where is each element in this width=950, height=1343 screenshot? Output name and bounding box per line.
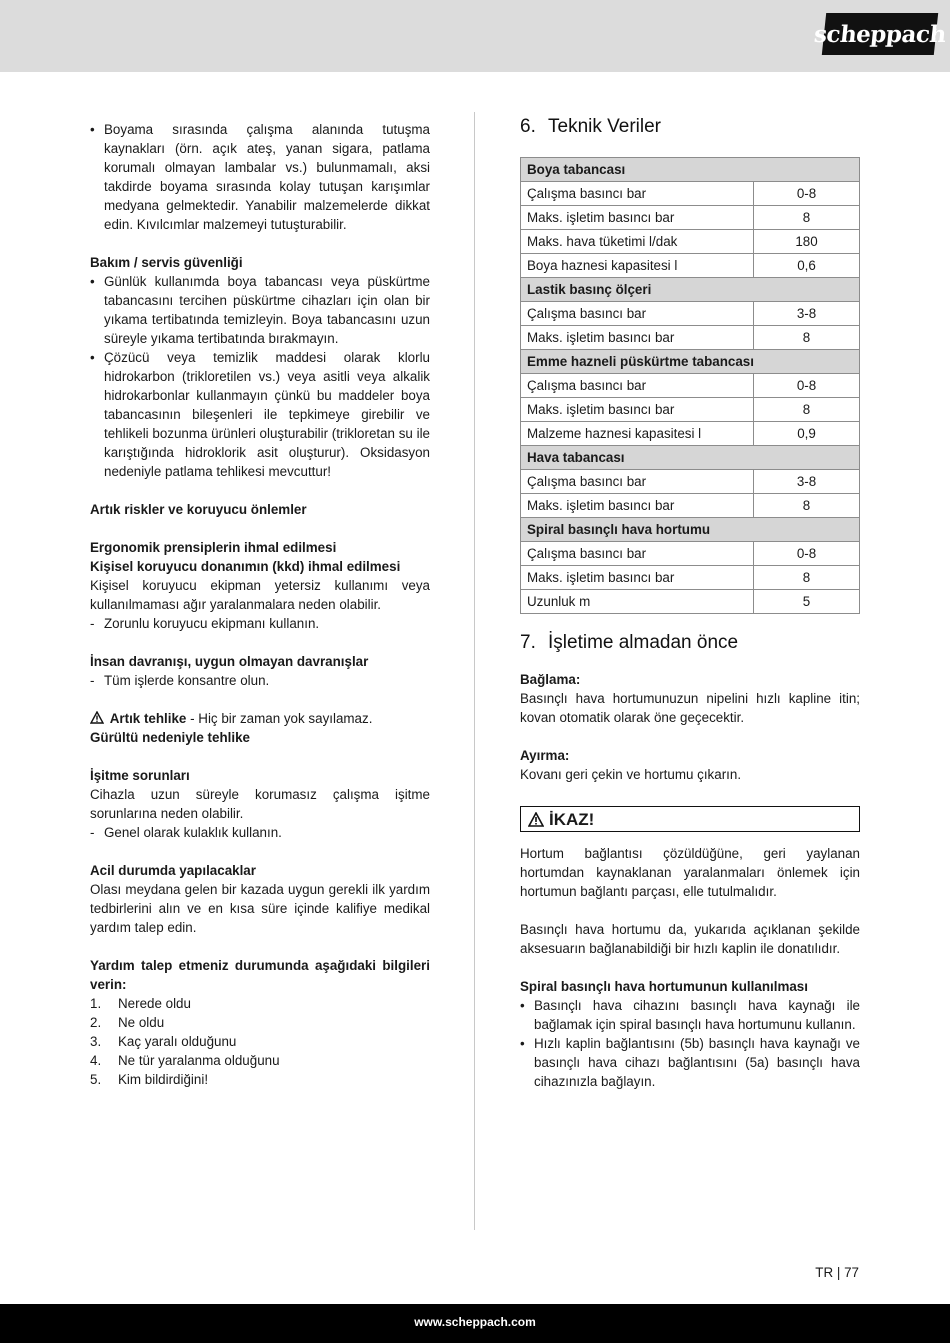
spec-label: Malzeme haznesi kapasitesi l [521, 422, 754, 446]
page-header [0, 0, 950, 72]
hearing-instruction: - Genel olarak kulaklık kullanın. [90, 825, 282, 840]
spec-value: 8 [754, 494, 860, 518]
emergency-text: Olası meydana gelen bir kazada uygun gerekli ilk yardım tedbirlerini alın ve en kısa süre içinde kalifiye medikal yardım talep edin. [90, 882, 430, 935]
care-bullet-1: • Günlük kullanımda boya tabancası veya püskürtme tabancasını tercihen püskürtme cihazları için olan bir yıkama tertibatında temizleyin. Boya tabancasını uzun süreyle yıkama tertibatında bırakmayın. [90, 272, 430, 348]
warning-triangle-icon [528, 812, 544, 827]
spiral-hose-heading: Spiral basınçlı hava hortumunun kullanılması [520, 979, 808, 994]
list-item: 4. Ne tür yaralanma olduğunu [90, 1053, 280, 1068]
spec-value: 8 [754, 398, 860, 422]
connect-text: Basınçlı hava hortumunuzun nipelini hızlı kapline itin; kovan otomatik olarak öne geçecektir. [520, 691, 860, 725]
spec-value: 3-8 [754, 470, 860, 494]
table-section-row [521, 518, 860, 542]
left-column [90, 120, 430, 1089]
spec-label: Çalışma basıncı bar [521, 470, 754, 494]
spec-label: Uzunluk m [521, 590, 754, 614]
help-list [90, 994, 430, 1089]
list-item: 3. Kaç yaralı olduğunu [90, 1034, 237, 1049]
spec-label: Boya haznesi kapasitesi l [521, 254, 754, 278]
spec-label: Çalışma basıncı bar [521, 542, 754, 566]
column-divider [474, 112, 475, 1230]
list-item: 5. Kim bildirdiğini! [90, 1072, 209, 1087]
spec-value: 0-8 [754, 374, 860, 398]
warning-box: İKAZ! [520, 806, 860, 832]
spec-value: 0,9 [754, 422, 860, 446]
spec-value: 180 [754, 230, 860, 254]
care-heading: Bakım / servis güvenliği [90, 255, 243, 270]
website-url: www.scheppach.com [414, 1315, 536, 1329]
table-row [521, 374, 860, 398]
spec-label: Maks. işletim basıncı bar [521, 326, 754, 350]
connect-heading: Bağlama: [520, 672, 581, 687]
emergency-heading: Acil durumda yapılacaklar [90, 863, 256, 878]
page-footer [0, 1304, 950, 1343]
spec-value: 8 [754, 566, 860, 590]
spec-label: Çalışma basıncı bar [521, 374, 754, 398]
table-row [521, 398, 860, 422]
tech-data-title: 6. Teknik Veriler [520, 116, 661, 137]
ppe-instruction: - Zorunlu koruyucu ekipmanı kullanın. [90, 616, 320, 631]
ppe-heading: Kişisel koruyucu donanımın (kkd) ihmal edilmesi [90, 559, 401, 574]
scheppach-logo: scheppach [822, 13, 938, 55]
ergonomics-heading: Ergonomik prensiplerin ihmal edilmesi [90, 540, 337, 555]
before-start-title: 7. İşletime almadan önce [520, 632, 739, 653]
warning-triangle-icon [90, 711, 104, 724]
hearing-text: Cihazla uzun süreyle korumasız çalışma işitme sorunlarına neden olabilir. [90, 787, 430, 821]
table-row [521, 494, 860, 518]
tech-data-table [520, 157, 860, 614]
spec-value: 3-8 [754, 302, 860, 326]
table-row [521, 326, 860, 350]
section-label: Lastik basınç ölçeri [521, 278, 860, 302]
warning-text: Hortum bağlantısı çözüldüğüne, geri yaylanan hortumdan kaynaklanan yaralanmaları önlemek için hortumun bağlantı parçası, elle tutulmalıdır. [520, 846, 860, 899]
section-label: Emme hazneli püskürtme tabancası [521, 350, 860, 374]
risks-heading: Artık riskler ve koruyucu önlemler [90, 502, 307, 517]
coupling-text: Basınçlı hava hortumu da, yukarıda açıklanan şekilde aksesuarın bağlanabildiği bir hızlı kaplin ile donatılıdır. [520, 922, 860, 956]
spec-value: 8 [754, 206, 860, 230]
help-heading: Yardım talep etmeniz durumunda aşağıdaki bilgileri verin: [90, 958, 430, 992]
spec-value: 5 [754, 590, 860, 614]
behaviour-heading: İnsan davranışı, uygun olmayan davranışlar [90, 654, 369, 669]
spec-label: Maks. işletim basıncı bar [521, 206, 754, 230]
table-row [521, 542, 860, 566]
table-row [521, 230, 860, 254]
spec-label: Çalışma basıncı bar [521, 182, 754, 206]
table-row [521, 206, 860, 230]
spec-value: 0,6 [754, 254, 860, 278]
residual-risk-line: Artık tehlike - Hiç bir zaman yok sayılamaz. [90, 709, 430, 728]
spec-label: Çalışma basıncı bar [521, 302, 754, 326]
spec-label: Maks. hava tüketimi l/dak [521, 230, 754, 254]
noise-heading: Gürültü nedeniyle tehlike [90, 730, 250, 745]
care-bullet-2: • Çözücü veya temizlik maddesi olarak klorlu hidrokarbon (trikloretilen vs.) veya asitli veya alkalik hidrokarbonlar kullanmayın çünkü bu maddeler boya tabancasının bileşenleri ile tepkimeye girebilir ve tehlikeli bozunma ürünleri oluşturabilir (trikloretan su ile karıştığında hidroklorik asit oluşturur). Oksidasyon nedeniyle patlama tehlikesi mevcuttur! [90, 348, 430, 481]
table-row [521, 302, 860, 326]
spec-label: Maks. işletim basıncı bar [521, 566, 754, 590]
spec-value: 0-8 [754, 542, 860, 566]
page-number: TR | 77 [815, 1265, 859, 1280]
table-row [521, 422, 860, 446]
detach-text: Kovanı geri çekin ve hortumu çıkarın. [520, 767, 742, 782]
section-label: Boya tabancası [521, 158, 860, 182]
section-label: Spiral basınçlı hava hortumu [521, 518, 860, 542]
spiral-bullet-1: • Basınçlı hava cihazını basınçlı hava kaynağı ile bağlamak için spiral basınçlı hava hortumunu kullanın. [520, 996, 860, 1034]
behaviour-instruction: - Tüm işlerde konsantre olun. [90, 673, 270, 688]
spec-value: 0-8 [754, 182, 860, 206]
hearing-heading: İşitme sorunları [90, 768, 190, 783]
spec-label: Maks. işletim basıncı bar [521, 398, 754, 422]
table-row [521, 470, 860, 494]
table-row [521, 182, 860, 206]
table-section-row [521, 158, 860, 182]
table-section-row [521, 278, 860, 302]
section-label: Hava tabancası [521, 446, 860, 470]
table-row [521, 590, 860, 614]
spec-label: Maks. işletim basıncı bar [521, 494, 754, 518]
spiral-bullet-2: • Hızlı kaplin bağlantısını (5b) basınçlı hava kaynağı ve basınçlı hava cihazı bağlantısını (5a) basınçlı hava cihazınızla bağlayın. [520, 1034, 860, 1091]
table-row [521, 254, 860, 278]
list-item: 2. Ne oldu [90, 1015, 165, 1030]
table-section-row [521, 446, 860, 470]
ignition-bullet: • Boyama sırasında çalışma alanında tutuşma kaynakları (örn. açık ateş, yanan sigara, patlama korumalı olmayan lambalar vs.) bulunmamalı, aksi takdirde boyama sırasında kolay tutuşan karışımlar medyana gelmektedir. Yanabilir malzemelerde dikkat edin. Kıvılcımlar malzemeyi tutuşturabilir. [90, 120, 430, 234]
spec-value: 8 [754, 326, 860, 350]
table-row [521, 566, 860, 590]
detach-heading: Ayırma: [520, 748, 570, 763]
right-column [520, 115, 860, 1091]
table-section-row [521, 350, 860, 374]
ppe-text: Kişisel koruyucu ekipman yetersiz kullanımı veya kullanılmaması ağır yaralanmalara neden olabilir. [90, 578, 430, 612]
list-item: 1. Nerede oldu [90, 996, 191, 1011]
